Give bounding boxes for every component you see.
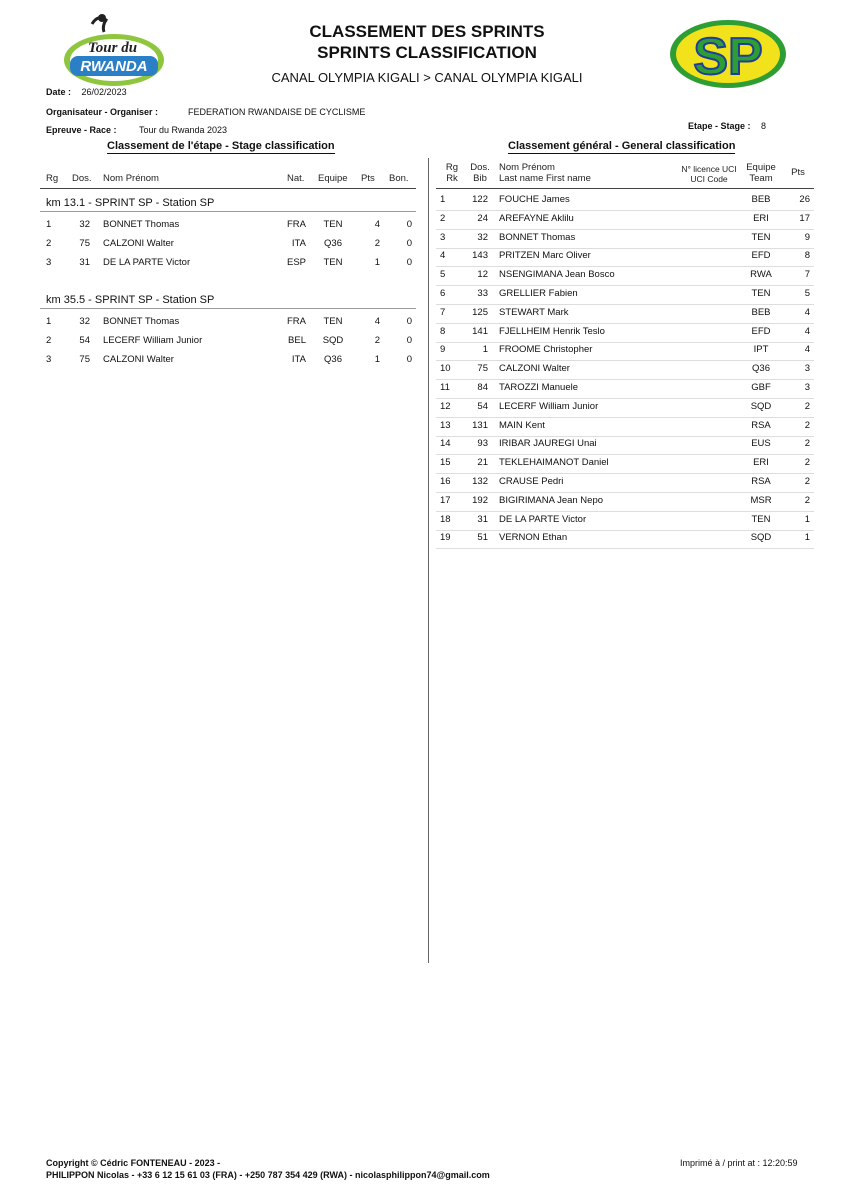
general-cell: 9 bbox=[804, 231, 810, 243]
stage-row bbox=[688, 121, 766, 131]
stage-cell: 75 bbox=[79, 238, 90, 249]
general-cell: 1 bbox=[804, 513, 810, 525]
stage-cell: ITA bbox=[291, 354, 306, 365]
general-cell: 3 bbox=[804, 382, 810, 393]
general-cell: BEB bbox=[751, 306, 771, 318]
general-cell: 1 bbox=[482, 344, 488, 356]
general-cell: 84 bbox=[477, 382, 488, 393]
stage-cell: 75 bbox=[79, 354, 90, 365]
general-cell: 17 bbox=[799, 212, 810, 224]
general-col-rank: Rg Rk bbox=[445, 162, 459, 184]
general-cell: 93 bbox=[477, 438, 488, 450]
general-cell: 15 bbox=[440, 457, 451, 469]
stage-cell: 31 bbox=[79, 257, 90, 268]
organiser-row bbox=[46, 107, 366, 117]
stage-cell: ITA bbox=[291, 238, 306, 249]
footer-copyright: Copyright © Cédric FONTENEAU - 2023 - bbox=[46, 1158, 221, 1168]
general-cell: BONNET Thomas bbox=[499, 231, 576, 243]
general-row-rule bbox=[436, 454, 814, 455]
general-cell: 54 bbox=[477, 400, 488, 412]
general-cell: MAIN Kent bbox=[499, 419, 545, 431]
general-row-rule bbox=[436, 398, 814, 399]
stage-cell: 2 bbox=[374, 238, 380, 249]
general-cell: 11 bbox=[440, 382, 450, 393]
stage-cell: 32 bbox=[79, 219, 90, 230]
general-cell: 10 bbox=[440, 363, 451, 375]
general-row-rule bbox=[436, 360, 814, 361]
general-cell: STEWART Mark bbox=[499, 306, 569, 318]
general-cell: 5 bbox=[804, 288, 810, 299]
general-cell: 16 bbox=[440, 476, 451, 487]
general-cell: ERI bbox=[753, 212, 769, 224]
general-cell: 12 bbox=[440, 400, 451, 412]
general-cell: DE LA PARTE Victor bbox=[499, 513, 587, 525]
general-col-team: Equipe Team bbox=[746, 162, 776, 184]
general-cell: 2 bbox=[804, 457, 810, 469]
general-cell: RSA bbox=[751, 476, 771, 487]
stage-cell: BEL bbox=[288, 335, 306, 346]
general-cell: NSENGIMANA Jean Bosco bbox=[499, 269, 615, 281]
general-cell: EUS bbox=[751, 438, 771, 450]
stage-col-dos: Dos. bbox=[72, 173, 92, 184]
general-col-name: Nom Prénom Last name First name bbox=[499, 162, 591, 184]
general-cell: LECERF William Junior bbox=[499, 400, 599, 412]
stage-col-nat: Nat. bbox=[287, 173, 305, 184]
stage-col-team: Equipe bbox=[318, 173, 348, 184]
footer-printed-at: Imprimé à / print at : 12:20:59 bbox=[680, 1158, 798, 1168]
general-cell: 31 bbox=[477, 513, 488, 525]
general-cell: 1 bbox=[804, 532, 810, 544]
stage-cell: 2 bbox=[46, 335, 52, 346]
stage-col-bon: Bon. bbox=[389, 173, 409, 184]
race-row bbox=[46, 125, 228, 135]
general-row-rule bbox=[436, 248, 814, 249]
stage-cell: 0 bbox=[406, 335, 412, 346]
general-cell: EFD bbox=[751, 325, 771, 337]
general-cell: ERI bbox=[753, 457, 769, 469]
stage-col-pts: Pts bbox=[361, 173, 375, 184]
general-cell: VERNON Ethan bbox=[499, 532, 568, 544]
general-cell: TEN bbox=[751, 231, 771, 243]
general-cell: EFD bbox=[751, 250, 771, 262]
stage-cell: TEN bbox=[323, 316, 343, 327]
general-row-rule bbox=[436, 266, 814, 267]
general-cell: 2 bbox=[804, 476, 810, 487]
general-row-rule bbox=[436, 285, 814, 286]
organiser-value: FEDERATION RWANDAISE DE CYCLISME bbox=[188, 107, 366, 117]
stage-cell: CALZONI Walter bbox=[103, 238, 174, 249]
route-text: CANAL OLYMPIA KIGALI > CANAL OLYMPIA KIGALI bbox=[271, 70, 583, 85]
general-cell: 51 bbox=[477, 532, 488, 544]
general-cell: 131 bbox=[472, 419, 488, 431]
general-cell: 2 bbox=[804, 438, 810, 450]
stage-cell: CALZONI Walter bbox=[103, 354, 174, 365]
stage-cell: 0 bbox=[406, 354, 412, 365]
stage-cell: BONNET Thomas bbox=[103, 316, 180, 327]
stage-cell: 1 bbox=[374, 354, 380, 365]
general-header-rule bbox=[436, 188, 814, 189]
general-cell: BIGIRIMANA Jean Nepo bbox=[499, 494, 604, 506]
title-fr: CLASSEMENT DES SPRINTS bbox=[309, 22, 545, 41]
stage-cell: 1 bbox=[374, 257, 380, 268]
stage-cell: FRA bbox=[287, 316, 306, 327]
general-cell: 18 bbox=[440, 513, 451, 525]
general-cell: IRIBAR JAUREGI Unai bbox=[499, 438, 597, 450]
general-cell: RSA bbox=[751, 419, 771, 431]
general-cell: 4 bbox=[804, 325, 810, 337]
general-cell: TAROZZI Manuele bbox=[499, 382, 579, 393]
date-row bbox=[46, 87, 127, 97]
stage-cell: TEN bbox=[323, 219, 343, 230]
general-cell: 33 bbox=[477, 288, 488, 299]
stage-label: Etape - Stage : bbox=[688, 121, 751, 131]
general-col-uci: N° licence UCI UCI Code bbox=[681, 164, 737, 184]
general-cell: FJELLHEIM Henrik Teslo bbox=[499, 325, 605, 337]
general-cell: 4 bbox=[804, 344, 810, 356]
general-cell: 125 bbox=[472, 306, 488, 318]
stage-cell: 0 bbox=[406, 316, 412, 327]
general-row-rule bbox=[436, 342, 814, 343]
stage-cell: SQD bbox=[322, 335, 344, 346]
logo-tour-text: Tour du bbox=[88, 40, 138, 56]
stage-section-title: km 13.1 - SPRINT SP - Station SP bbox=[46, 197, 215, 209]
race-value: Tour du Rwanda 2023 bbox=[139, 125, 228, 135]
general-row-rule bbox=[436, 548, 814, 549]
general-row-rule bbox=[436, 304, 814, 305]
general-cell: 2 bbox=[804, 419, 810, 431]
general-cell: 2 bbox=[804, 400, 810, 412]
general-cell: BEB bbox=[751, 194, 771, 205]
general-cell: 122 bbox=[472, 194, 488, 205]
general-cell: Q36 bbox=[752, 363, 770, 375]
general-cell: 4 bbox=[440, 250, 446, 262]
general-cell: AREFAYNE Aklilu bbox=[499, 212, 574, 224]
general-cell: 8 bbox=[804, 250, 810, 262]
stage-classification-title: Classement de l'étape - Stage classification bbox=[107, 140, 335, 152]
general-cell: GBF bbox=[751, 382, 771, 393]
general-cell: 21 bbox=[477, 457, 488, 469]
general-cell: 12 bbox=[477, 269, 488, 281]
stage-cell: 2 bbox=[46, 238, 52, 249]
general-row-rule bbox=[436, 417, 814, 418]
stage-header-rule bbox=[40, 188, 416, 189]
general-cell: 32 bbox=[477, 231, 488, 243]
general-cell: 2 bbox=[440, 212, 446, 224]
general-cell: 24 bbox=[477, 212, 488, 224]
date-label: Date : bbox=[46, 87, 72, 97]
stage-cell: 1 bbox=[46, 219, 52, 230]
general-cell: GRELLIER Fabien bbox=[499, 288, 578, 299]
date-value: 26/02/2023 bbox=[81, 87, 127, 97]
stage-cell: DE LA PARTE Victor bbox=[103, 257, 191, 268]
stage-col-name: Nom Prénom bbox=[103, 173, 159, 184]
general-row-rule bbox=[436, 436, 814, 437]
general-cell: 2 bbox=[804, 494, 810, 506]
sp-logo bbox=[668, 18, 788, 90]
stage-cell: BONNET Thomas bbox=[103, 219, 180, 230]
general-cell: SQD bbox=[750, 532, 772, 544]
general-cell: 14 bbox=[440, 438, 451, 450]
general-cell: FOUCHE James bbox=[499, 194, 570, 205]
general-cell: CRAUSE Pedri bbox=[499, 476, 564, 487]
general-row-rule bbox=[436, 530, 814, 531]
stage-cell: LECERF William Junior bbox=[103, 335, 203, 346]
general-classification-title: Classement général - General classification bbox=[508, 140, 736, 152]
general-cell: 4 bbox=[804, 306, 810, 318]
general-cell: 75 bbox=[477, 363, 488, 375]
general-cell: CALZONI Walter bbox=[499, 363, 570, 375]
general-cell: 17 bbox=[440, 494, 451, 506]
general-cell: TEKLEHAIMANOT Daniel bbox=[499, 457, 609, 469]
stage-cell: 1 bbox=[46, 316, 52, 327]
stage-cell: 3 bbox=[46, 354, 52, 365]
stage-cell: 0 bbox=[406, 219, 412, 230]
general-cell: 132 bbox=[472, 476, 488, 487]
general-row-rule bbox=[436, 210, 814, 211]
general-row-rule bbox=[436, 511, 814, 512]
stage-col-rg: Rg bbox=[46, 173, 59, 184]
general-cell: IPT bbox=[753, 344, 769, 356]
logo-rwanda-text: RWANDA bbox=[80, 58, 148, 75]
general-row-rule bbox=[436, 229, 814, 230]
general-col-pts: Pts bbox=[791, 167, 805, 178]
stage-cell: FRA bbox=[287, 219, 306, 230]
stage-cell: ESP bbox=[286, 257, 306, 268]
general-cell: 143 bbox=[472, 250, 488, 262]
general-cell: PRITZEN Marc Oliver bbox=[499, 250, 591, 262]
stage-cell: 0 bbox=[406, 257, 412, 268]
general-row-rule bbox=[436, 323, 814, 324]
race-label: Epreuve - Race : bbox=[46, 125, 117, 135]
title-en: SPRINTS CLASSIFICATION bbox=[317, 43, 537, 62]
general-cell: RWA bbox=[750, 269, 772, 281]
general-row-rule bbox=[436, 492, 814, 493]
stage-cell: 0 bbox=[406, 238, 412, 249]
stage-cell: 4 bbox=[374, 219, 380, 230]
stage-cell: 3 bbox=[46, 257, 52, 268]
general-cell: 1 bbox=[440, 194, 446, 205]
general-cell: MSR bbox=[750, 494, 772, 506]
stage-cell: 54 bbox=[79, 335, 90, 346]
general-row-rule bbox=[436, 379, 814, 380]
general-cell: 141 bbox=[472, 325, 488, 337]
stage-value: 8 bbox=[761, 121, 767, 131]
general-cell: 5 bbox=[440, 269, 446, 281]
organiser-label: Organisateur - Organiser : bbox=[46, 107, 159, 117]
general-cell: SQD bbox=[750, 400, 772, 412]
stage-cell: 4 bbox=[374, 316, 380, 327]
stage-section-title: km 35.5 - SPRINT SP - Station SP bbox=[46, 294, 215, 306]
general-cell: 9 bbox=[440, 344, 446, 356]
general-cell: 8 bbox=[440, 325, 446, 337]
general-cell: TEN bbox=[751, 513, 771, 525]
stage-cell: TEN bbox=[323, 257, 343, 268]
general-cell: TEN bbox=[751, 288, 771, 299]
general-cell: 19 bbox=[440, 532, 451, 544]
general-cell: 6 bbox=[440, 288, 446, 299]
general-cell: 7 bbox=[440, 306, 446, 318]
sp-logo-text: SP bbox=[693, 28, 763, 86]
general-col-bib: Dos. Bib bbox=[470, 162, 490, 184]
general-cell: 26 bbox=[799, 194, 810, 205]
stage-cell: 32 bbox=[79, 316, 90, 327]
stage-cell: 2 bbox=[374, 335, 380, 346]
general-row-rule bbox=[436, 473, 814, 474]
general-cell: 7 bbox=[804, 269, 810, 281]
footer-contact: PHILIPPON Nicolas - +33 6 12 15 61 03 (FRA) - +250 787 354 429 (RWA) - nicolasphilippon74@gmail.com bbox=[46, 1170, 490, 1180]
general-cell: FROOME Christopher bbox=[499, 344, 593, 356]
stage-cell: Q36 bbox=[324, 238, 342, 249]
stage-cell: Q36 bbox=[324, 354, 342, 365]
general-cell: 13 bbox=[440, 419, 451, 431]
general-cell: 192 bbox=[472, 494, 488, 506]
general-cell: 3 bbox=[440, 231, 446, 243]
general-cell: 3 bbox=[804, 363, 810, 375]
